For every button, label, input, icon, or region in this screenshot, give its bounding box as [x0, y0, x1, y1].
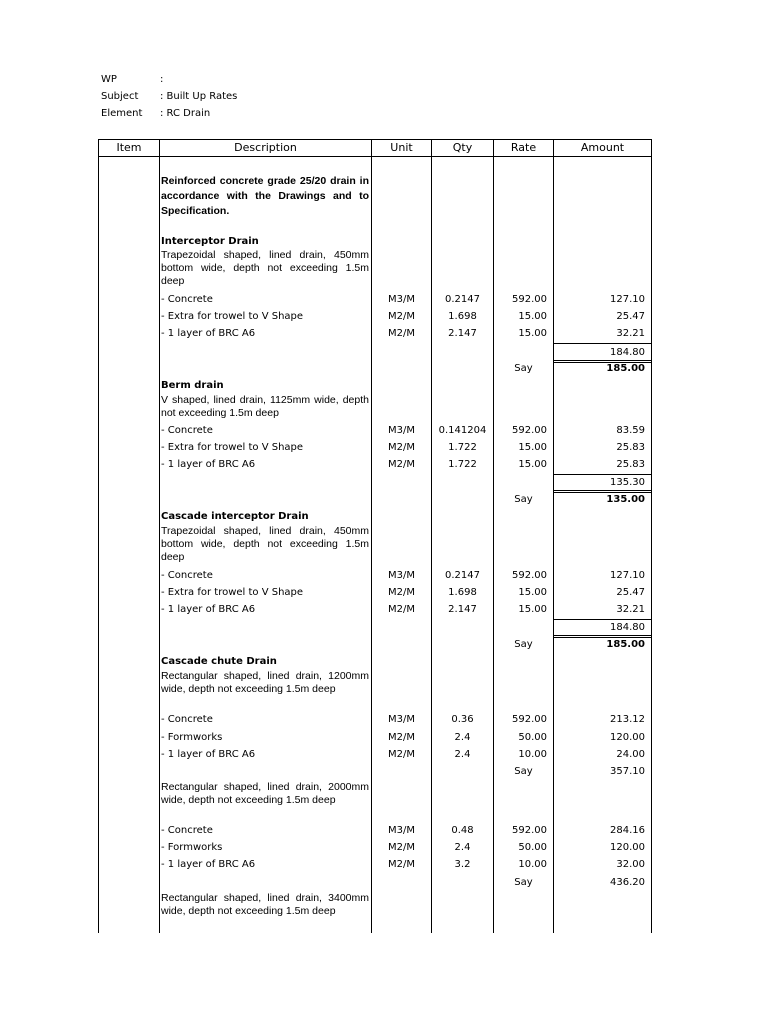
line-unit: M3/M: [388, 294, 415, 305]
line-qty: 1.698: [448, 311, 477, 322]
line-desc: - Concrete: [161, 714, 213, 725]
line-rate: 592.00: [512, 825, 547, 836]
line-amount: 25.83: [616, 442, 645, 453]
line-qty: 1.722: [448, 459, 477, 470]
line-desc: - 1 layer of BRC A6: [161, 749, 256, 760]
line-desc: - Concrete: [161, 825, 213, 836]
subject-label: Subject: [101, 91, 139, 102]
line-amount: 127.10: [610, 570, 645, 581]
say-label: Say: [514, 877, 533, 888]
col-border-right: [651, 139, 652, 933]
line-unit: M2/M: [388, 459, 415, 470]
col-border-qty: [493, 139, 494, 933]
subtotal-rule: [554, 619, 651, 620]
section-desc: Rectangular shaped, lined drain, 2000mm wide, depth not exceeding 1.5m deep: [161, 781, 369, 806]
line-rate: 15.00: [518, 459, 547, 470]
total-rule: [554, 635, 651, 636]
line-amount: 25.47: [616, 311, 645, 322]
line-unit: M2/M: [388, 842, 415, 853]
line-rate: 50.00: [518, 732, 547, 743]
section-desc: V shaped, lined drain, 1125mm wide, depth not exceeding 1.5m deep: [161, 394, 369, 419]
col-border-rate: [553, 139, 554, 933]
element-label: Element: [101, 108, 143, 119]
line-qty: 2.147: [448, 604, 477, 615]
line-unit: M2/M: [388, 732, 415, 743]
say-amount: 135.00: [606, 494, 645, 505]
line-desc: - Extra for trowel to V Shape: [161, 587, 304, 598]
line-desc: - Extra for trowel to V Shape: [161, 442, 304, 453]
col-border-item: [159, 139, 160, 933]
line-qty: 2.147: [448, 328, 477, 339]
wp-label: WP: [101, 74, 117, 85]
line-qty: 1.722: [448, 442, 477, 453]
line-desc: - Extra for trowel to V Shape: [161, 311, 304, 322]
col-header-amount: Amount: [580, 141, 625, 154]
line-unit: M2/M: [388, 442, 415, 453]
line-desc: - Concrete: [161, 294, 213, 305]
line-desc: - Formworks: [161, 842, 223, 853]
section-desc: Rectangular shaped, lined drain, 1200mm wide, depth not exceeding 1.5m deep: [161, 670, 369, 695]
col-header-item: Item: [116, 141, 142, 154]
line-rate: 15.00: [518, 311, 547, 322]
line-qty: 2.4: [454, 732, 471, 743]
wp-value: :: [160, 74, 164, 85]
line-unit: M3/M: [388, 425, 415, 436]
say-amount: 185.00: [606, 639, 645, 650]
line-amount: 284.16: [610, 825, 645, 836]
line-amount: 32.21: [616, 328, 645, 339]
line-qty: 0.48: [451, 825, 474, 836]
intro-text: Reinforced concrete grade 25/20 drain in accordance with the Drawings and to Specification.: [161, 175, 369, 217]
line-rate: 15.00: [518, 442, 547, 453]
subtotal-amount: 135.30: [610, 477, 645, 488]
line-desc: - 1 layer of BRC A6: [161, 459, 256, 470]
line-desc: - 1 layer of BRC A6: [161, 859, 256, 870]
line-unit: M2/M: [388, 749, 415, 760]
section-desc: Trapezoidal shaped, lined drain, 450mm bottom wide, depth not exceeding 1.5m deep: [161, 525, 369, 563]
line-unit: M3/M: [388, 825, 415, 836]
subtotal-amount: 184.80: [610, 622, 645, 633]
line-qty: 0.36: [451, 714, 474, 725]
line-amount: 32.21: [616, 604, 645, 615]
total-rule: [554, 360, 651, 361]
say-label: Say: [514, 494, 533, 505]
line-unit: M2/M: [388, 604, 415, 615]
line-unit: M3/M: [388, 570, 415, 581]
section-title: Cascade chute Drain: [161, 656, 277, 667]
col-header-description: Description: [234, 141, 297, 154]
line-amount: 120.00: [610, 732, 645, 743]
line-unit: M3/M: [388, 714, 415, 725]
line-amount: 24.00: [616, 749, 645, 760]
say-label: Say: [514, 639, 533, 650]
say-amount: 357.10: [610, 766, 645, 777]
line-amount: 83.59: [616, 425, 645, 436]
say-amount: 185.00: [606, 363, 645, 374]
section-title: Berm drain: [161, 380, 224, 391]
line-amount: 127.10: [610, 294, 645, 305]
line-amount: 25.83: [616, 459, 645, 470]
subtotal-amount: 184.80: [610, 347, 645, 358]
subtotal-rule: [554, 474, 651, 475]
line-rate: 592.00: [512, 425, 547, 436]
line-rate: 10.00: [518, 859, 547, 870]
line-desc: - Formworks: [161, 732, 223, 743]
col-border-left: [98, 139, 99, 933]
line-desc: - 1 layer of BRC A6: [161, 328, 256, 339]
line-unit: M2/M: [388, 859, 415, 870]
line-qty: 0.141204: [438, 425, 487, 436]
line-qty: 1.698: [448, 587, 477, 598]
subject-value: : Built Up Rates: [160, 91, 238, 102]
line-rate: 15.00: [518, 587, 547, 598]
line-rate: 10.00: [518, 749, 547, 760]
section-title: Interceptor Drain: [161, 236, 259, 247]
line-qty: 2.4: [454, 842, 471, 853]
line-rate: 592.00: [512, 570, 547, 581]
header-bottom-border: [98, 156, 652, 157]
section-title: Cascade interceptor Drain: [161, 511, 309, 522]
section-desc: Rectangular shaped, lined drain, 3400mm wide, depth not exceeding 1.5m deep: [161, 892, 369, 917]
say-label: Say: [514, 363, 533, 374]
line-amount: 213.12: [610, 714, 645, 725]
line-rate: 15.00: [518, 328, 547, 339]
line-qty: 0.2147: [445, 570, 480, 581]
line-qty: 3.2: [454, 859, 471, 870]
line-desc: - Concrete: [161, 570, 213, 581]
total-rule: [554, 490, 651, 491]
line-qty: 0.2147: [445, 294, 480, 305]
line-amount: 32.00: [616, 859, 645, 870]
col-border-unit: [431, 139, 432, 933]
element-value: : RC Drain: [160, 108, 211, 119]
section-desc: Trapezoidal shaped, lined drain, 450mm bottom wide, depth not exceeding 1.5m deep: [161, 249, 369, 287]
col-border-desc: [371, 139, 372, 933]
line-unit: M2/M: [388, 587, 415, 598]
line-unit: M2/M: [388, 311, 415, 322]
say-label: Say: [514, 766, 533, 777]
line-desc: - 1 layer of BRC A6: [161, 604, 256, 615]
line-desc: - Concrete: [161, 425, 213, 436]
line-rate: 592.00: [512, 294, 547, 305]
say-amount: 436.20: [610, 877, 645, 888]
line-rate: 15.00: [518, 604, 547, 615]
line-qty: 2.4: [454, 749, 471, 760]
line-amount: 25.47: [616, 587, 645, 598]
line-unit: M2/M: [388, 328, 415, 339]
line-amount: 120.00: [610, 842, 645, 853]
col-header-rate: Rate: [510, 141, 537, 154]
line-rate: 592.00: [512, 714, 547, 725]
subtotal-rule: [554, 343, 651, 344]
line-rate: 50.00: [518, 842, 547, 853]
col-header-unit: Unit: [390, 141, 413, 154]
col-header-qty: Qty: [452, 141, 473, 154]
